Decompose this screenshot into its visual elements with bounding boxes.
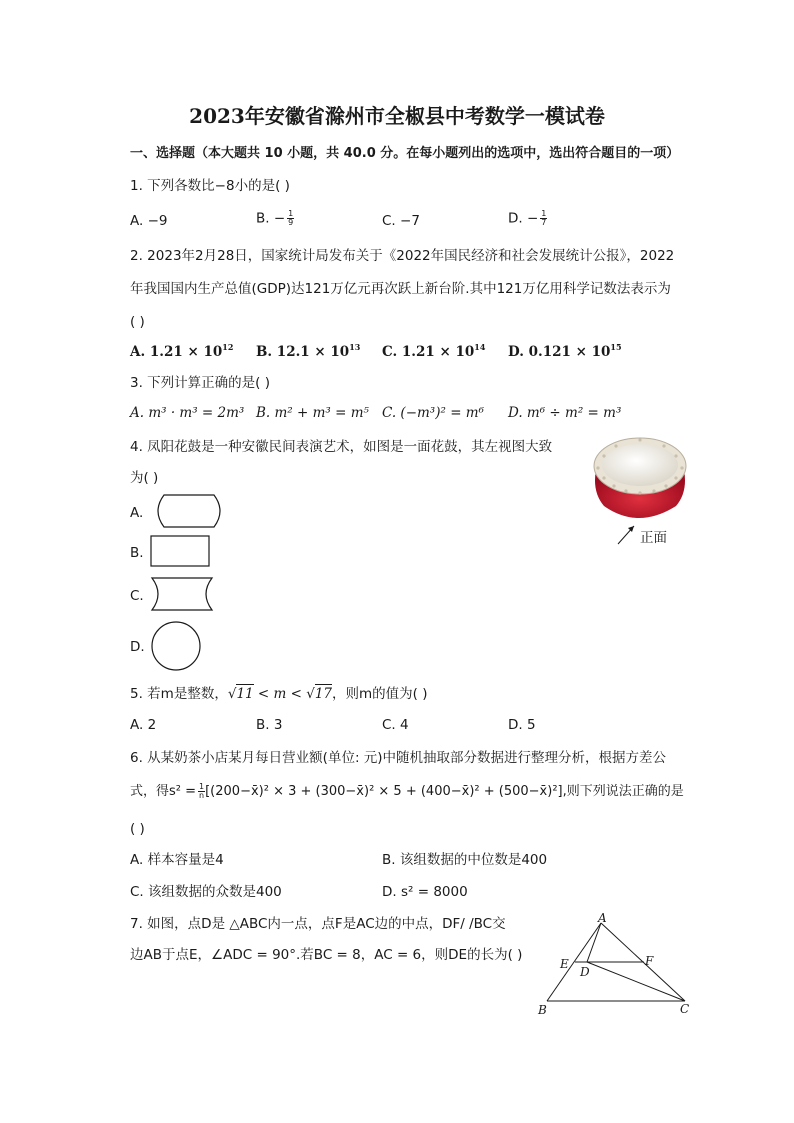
q6-option-b: B. 该组数据的中位数是400: [382, 852, 548, 868]
q1-option-a: A. −9: [130, 213, 168, 229]
question-1-stem: 1. 下列各数比−8小的是( ): [130, 178, 290, 194]
q6-option-a: A. 样本容量是4: [130, 852, 224, 868]
label-c: C: [680, 1002, 690, 1016]
q5-option-b: B. 3: [256, 717, 283, 733]
question-5-stem: 5. 若m是整数，√11 < m < √17，则m的值为( ): [130, 686, 428, 702]
question-6-line2: 式，得s² = $\frac{1}{n}$ [(200−x̄)² × 3 + (300−x̄)² × 5 + (400−x̄)² + (500−x̄)²],则下列说法正确的是: [130, 782, 684, 800]
section-heading: 一、选择题（本大题共 10 小题，共 40.0 分。在每小题列出的选项中，选出符合题目的一项）: [130, 146, 680, 161]
label-a: A: [598, 911, 607, 925]
question-4-line1: 4. 凤阳花鼓是一种安徽民间表演艺术，如图是一面花鼓，其左视图大致: [130, 439, 553, 455]
q6-option-c: C. 该组数据的众数是400: [130, 884, 282, 900]
q4-option-a-label: A.: [130, 505, 144, 521]
q2-option-c: C. $1.21 \times 10^{14}$: [382, 342, 486, 360]
q4-option-d-label: D.: [130, 639, 145, 655]
question-2-line3: ( ): [130, 314, 145, 330]
label-b: B: [538, 1003, 547, 1017]
question-7-line2: 边AB于点E，∠ADC = 90°.若BC = 8，AC = 6，则DE的长为( ): [130, 947, 523, 963]
q6-option-d: D. s² = 8000: [382, 884, 468, 900]
question-6-line1: 6. 从某奶茶小店某月每日营业额(单位: 元)中随机抽取部分数据进行整理分析，根据方差公: [130, 750, 667, 766]
question-2-line1: 2. 2023年2月28日，国家统计局发布关于《2022年国民经济和社会发展统计公报》，2022: [130, 248, 675, 264]
label-e: E: [560, 957, 569, 971]
q4-option-b-label: B.: [130, 545, 144, 561]
q2-option-a: A. $1.21 \times 10^{12}$: [130, 342, 234, 360]
triangle-figure: [530, 910, 700, 1020]
q1-option-b: B. − $\frac{1}{9}$: [256, 209, 294, 227]
label-f: F: [645, 954, 654, 968]
q4-option-d-shape: [150, 620, 204, 672]
q3-option-a: A. m³ · m³ = 2m³: [130, 405, 245, 421]
q5-option-c: C. 4: [382, 717, 409, 733]
q1-option-d: D. − $\frac{1}{7}$: [508, 209, 547, 227]
question-4-line2: 为( ): [130, 470, 159, 486]
q4-option-c-label: C.: [130, 588, 144, 604]
q5-option-a: A. 2: [130, 717, 157, 733]
question-2-line2: 年我国国内生产总值(GDP)达121万亿元再次跃上新台阶.其中121万亿用科学记数法表示为: [130, 281, 671, 297]
q4-option-b-shape: [150, 535, 212, 569]
q1-option-c: C. −7: [382, 213, 420, 229]
q2-option-b: B. $12.1 \times 10^{13}$: [256, 342, 361, 360]
question-6-line3: ( ): [130, 821, 145, 837]
q3-option-c: C. (−m³)² = m⁶: [382, 405, 485, 421]
q4-option-a-shape: [150, 493, 228, 529]
page-title: 2023年安徽省滁州市全椒县中考数学一模试卷: [189, 104, 605, 128]
q5-option-d: D. 5: [508, 717, 536, 733]
question-3-stem: 3. 下列计算正确的是( ): [130, 375, 270, 391]
q3-option-d: D. m⁶ ÷ m² = m³: [508, 405, 622, 421]
q2-option-d: D. $0.121 \times 10^{15}$: [508, 342, 622, 360]
q3-option-b: B. m² + m³ = m⁵: [256, 405, 369, 421]
drum-caption: 正面: [640, 530, 667, 546]
question-7-line1: 7. 如图，点D是 △ABC内一点，点F是AC边的中点，DF/ /BC交: [130, 916, 506, 932]
label-d: D: [580, 965, 590, 979]
q4-option-c-shape: [150, 576, 214, 612]
